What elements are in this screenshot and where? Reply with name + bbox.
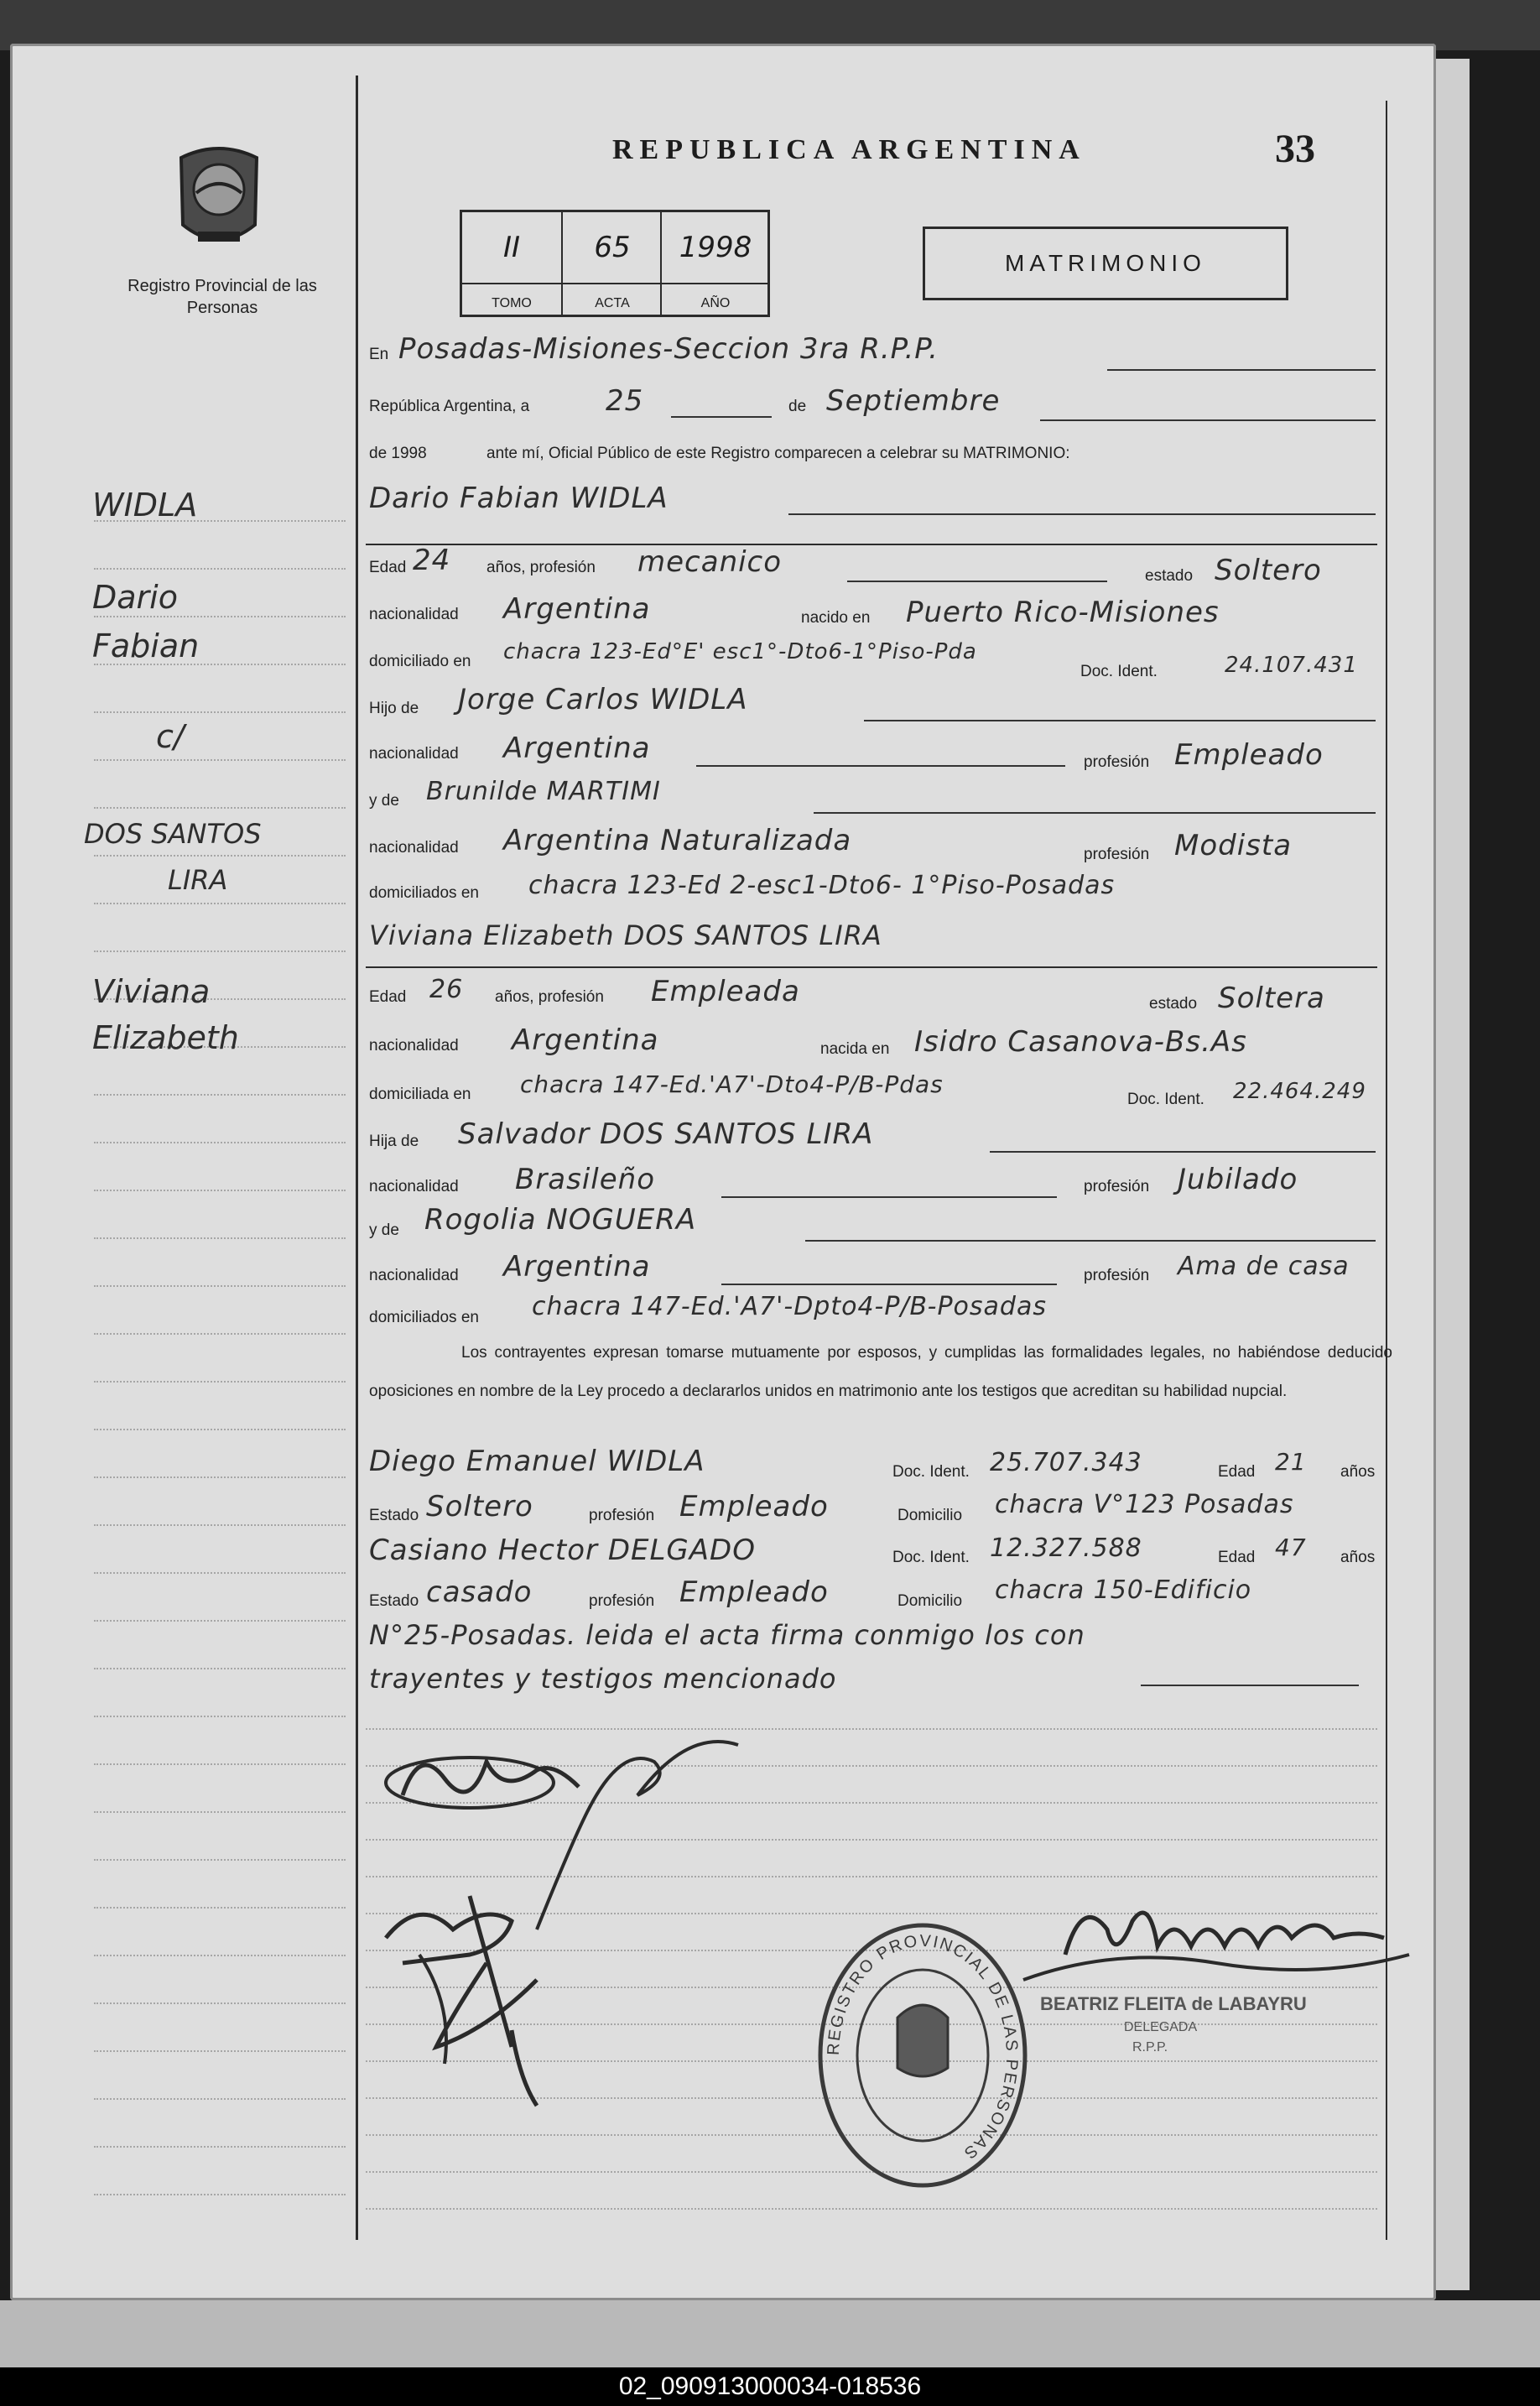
margin-rule-line [94, 1716, 346, 1717]
margin-first-name-1: Dario [92, 579, 178, 616]
fill-line [721, 1196, 1057, 1198]
margin-rule-line [94, 1285, 346, 1287]
margin-rule-line [94, 1429, 346, 1430]
groom-padre-prof-label: profesión [1084, 753, 1150, 771]
w1-edad-label: Edad [1218, 1463, 1256, 1481]
witness-1-doc: 25.707.343 [990, 1448, 1142, 1477]
margin-rule-line [94, 855, 346, 857]
groom-padre: Jorge Carlos WIDLA [458, 683, 748, 716]
en-value: Posadas-Misiones-Seccion 3ra R.P.P. [398, 332, 939, 366]
body-rule-line [366, 2208, 1377, 2210]
bride-madre-nac-label: nacionalidad [369, 1267, 459, 1284]
margin-rule-line [94, 1859, 346, 1861]
witness-2-name: Casiano Hector DELGADO [369, 1534, 756, 1567]
margin-surname: WIDLA [92, 487, 198, 523]
closing-line-1: N°25-Posadas. leida el acta firma conmigo los con [369, 1619, 1085, 1651]
background-top [0, 0, 1540, 50]
bride-anos-prof-label: años, profesión [495, 988, 604, 1006]
w2-anos-label: años [1340, 1549, 1376, 1566]
bride-estado-label: estado [1149, 995, 1198, 1013]
w1-prof-label: profesión [589, 1507, 655, 1524]
bride-name: Viviana Elizabeth DOS SANTOS LIRA [369, 919, 882, 951]
fill-line [814, 812, 1376, 814]
bride-padre-prof: Jubilado [1178, 1163, 1298, 1196]
anio-cell [660, 212, 769, 315]
groom-domicilio: chacra 123-Ed°E' esc1°-Dto6-1°Piso-Pda [503, 639, 977, 664]
ante-text: ante mí, Oficial Público de este Registro comparecen a celebrar su MATRIMONIO: [486, 445, 1070, 462]
page-number: 33 [1275, 127, 1315, 171]
official-seal [814, 1917, 1032, 2194]
w2-dom-label: Domicilio [897, 1592, 963, 1610]
bride-domicilios: chacra 147-Ed.'A7'-Dpto4-P/B-Posadas [532, 1292, 1047, 1321]
w2-doc-label: Doc. Ident. [892, 1549, 970, 1566]
fill-line [1141, 1685, 1359, 1686]
box-divider [462, 283, 767, 284]
witness-2-prof: Empleado [679, 1575, 829, 1609]
groom-anos-prof-label: años, profesión [486, 559, 596, 576]
groom-madre-nac-label: nacionalidad [369, 839, 459, 857]
witness-2-estado: casado [426, 1575, 533, 1609]
fill-line [721, 1284, 1057, 1285]
bride-profesion: Empleada [651, 975, 800, 1008]
fill-line [696, 765, 1065, 767]
fill-line [864, 720, 1376, 721]
groom-madre: Brunilde MARTIMI [426, 777, 661, 806]
margin-rule-line [94, 1907, 346, 1909]
bride-yde-label: y de [369, 1221, 399, 1239]
margin-rule-line [94, 1955, 346, 1956]
groom-dom-label: domiciliado en [369, 653, 471, 670]
margin-rule-line [94, 1237, 346, 1239]
closing-line-2: trayentes y testigos mencionado [369, 1663, 837, 1695]
official-name: BEATRIZ FLEITA de LABAYRU [1040, 1993, 1307, 2014]
file-id-bar [0, 2367, 1540, 2406]
margin-rule-line [94, 1476, 346, 1478]
groom-nacionalidad: Argentina [503, 592, 651, 626]
bride-nac-label: nacionalidad [369, 1037, 459, 1055]
margin-first-name-2: Fabian [92, 628, 200, 664]
margin-rule-line [94, 1763, 346, 1765]
acta-cell [561, 212, 662, 315]
witness-2-doc: 12.327.588 [990, 1534, 1142, 1563]
groom-name: Dario Fabian WIDLA [369, 482, 669, 515]
margin-rule-line [94, 1572, 346, 1574]
margin-surname-2a: DOS SANTOS [84, 818, 262, 850]
margin-rule-line [94, 1333, 346, 1335]
month-value: Septiembre [826, 384, 1001, 418]
margin-rule-line [94, 2194, 346, 2195]
witness-1-name: Diego Emanuel WIDLA [369, 1445, 705, 1478]
groom-doc: 24.107.431 [1225, 653, 1358, 678]
file-id: 02_090913000034-018536 [618, 2372, 922, 2400]
groom-edad-label: Edad [369, 559, 407, 576]
groom-madre-prof-label: profesión [1084, 846, 1150, 863]
fill-line [671, 416, 772, 418]
fill-line [788, 513, 1376, 515]
republica-label: República Argentina, a [369, 398, 530, 415]
w1-dom-label: Domicilio [897, 1507, 963, 1524]
margin-rule-line [94, 568, 346, 570]
fill-line [1040, 419, 1376, 421]
groom-doc-label: Doc. Ident. [1080, 663, 1158, 680]
witness-1-estado: Soltero [426, 1490, 533, 1523]
margin-rule-line [94, 1668, 346, 1669]
margin-first-name-3: Viviana [92, 973, 211, 1010]
bottom-strip [0, 2300, 1540, 2367]
groom-doms-label: domiciliados en [369, 884, 479, 902]
margin-surname-2b: LIRA [168, 864, 228, 896]
margin-conj: c/ [156, 718, 185, 755]
bride-dom-label: domiciliada en [369, 1086, 471, 1103]
year-label: de 1998 [369, 445, 427, 462]
w1-doc-label: Doc. Ident. [892, 1463, 970, 1481]
groom-edad-value: 24 [413, 544, 451, 577]
groom-nac-label: nacionalidad [369, 606, 459, 623]
tomo-value: II [502, 231, 521, 264]
groom-estado-label: estado [1145, 567, 1194, 585]
w2-estado-label: Estado [369, 1592, 419, 1610]
tomo-label: TOMO [492, 296, 532, 310]
anio-value: 1998 [679, 231, 752, 264]
margin-first-name-4: Elizabeth [92, 1019, 239, 1056]
formal-statement: Los contrayentes expresan tomarse mutuamente por esposos, y cumplidas las formalidades legales, no habiéndose deducido oposiciones en nombre de la Ley procedo a declararlos unidos en matrimonio ante los testigos que acreditan su habilidad nupcial. [369, 1344, 1392, 1400]
groom-padre-nac-label: nacionalidad [369, 745, 459, 763]
margin-rule-line [94, 1381, 346, 1383]
w2-prof-label: profesión [589, 1592, 655, 1610]
witness-1-edad: 21 [1275, 1448, 1307, 1476]
bride-madre-prof-label: profesión [1084, 1267, 1150, 1284]
bride-hija-label: Hija de [369, 1133, 419, 1150]
act-type-box: MATRIMONIO [923, 227, 1288, 300]
registry-label: Registro Provincial de las Personas [127, 277, 317, 317]
margin-rule-line [94, 903, 346, 904]
groom-madre-prof: Modista [1174, 829, 1293, 862]
anio-label: AÑO [700, 296, 731, 310]
margin-rule-line [94, 1190, 346, 1191]
groom-hijo-label: Hijo de [369, 700, 419, 717]
bride-nacida: Isidro Casanova-Bs.As [914, 1025, 1247, 1059]
section-rule-1 [366, 544, 1377, 545]
official-title: DELEGADA [1124, 2020, 1198, 2034]
witness-2-edad: 47 [1275, 1534, 1307, 1561]
acta-value: 65 [594, 231, 631, 264]
bride-padre-prof-label: profesión [1084, 1178, 1150, 1195]
groom-madre-nac: Argentina Naturalizada [503, 824, 852, 857]
fill-line [847, 581, 1107, 582]
bride-padre: Salvador DOS SANTOS LIRA [458, 1117, 874, 1151]
bride-padre-nac: Brasileño [515, 1163, 656, 1196]
bride-doc-label: Doc. Ident. [1127, 1091, 1204, 1108]
bride-edad-label: Edad [369, 988, 407, 1006]
province-emblem [164, 141, 273, 258]
margin-rule-line [94, 1094, 346, 1096]
official-org: R.P.P. [1132, 2040, 1168, 2054]
margin-rule-line [94, 1142, 346, 1143]
day-value: 25 [606, 384, 644, 418]
bride-nacionalidad: Argentina [512, 1023, 659, 1057]
margin-rule-line [94, 2146, 346, 2148]
bride-nacida-label: nacida en [820, 1040, 890, 1058]
groom-padre-nac: Argentina [503, 732, 651, 765]
margin-rule-line [94, 1620, 346, 1622]
bride-padre-nac-label: nacionalidad [369, 1178, 459, 1195]
bride-madre-nac: Argentina [503, 1250, 651, 1284]
tomo-acta-year-box [460, 210, 770, 317]
margin-rule-line [94, 1811, 346, 1813]
groom-profesion: mecanico [637, 545, 783, 579]
margin-rule-line [94, 2002, 346, 2004]
bride-domicilio: chacra 147-Ed.'A7'-Dto4-P/B-Pdas [520, 1070, 944, 1098]
acta-label: ACTA [595, 296, 630, 310]
fill-line [990, 1151, 1376, 1153]
groom-nacido-label: nacido en [801, 609, 871, 627]
witness-1-dom: chacra V°123 Posadas [995, 1490, 1294, 1519]
margin-rule-line [94, 2050, 346, 2052]
country-heading: REPUBLICA ARGENTINA [612, 134, 1086, 165]
groom-yde-label: y de [369, 792, 399, 810]
witness-1-prof: Empleado [679, 1490, 829, 1523]
bride-estado: Soltera [1218, 982, 1325, 1015]
w1-estado-label: Estado [369, 1507, 419, 1524]
signature-official [1015, 1879, 1451, 1997]
margin-divider [356, 76, 358, 2240]
margin-rule-line [94, 2098, 346, 2100]
seal-ring-text: REGISTRO PROVINCIAL DE LAS PERSONAS [824, 1931, 1022, 2164]
groom-estado: Soltero [1215, 554, 1322, 587]
margin-rule-line [94, 616, 346, 617]
bride-doc: 22.464.249 [1233, 1079, 1366, 1104]
bride-doms-label: domiciliados en [369, 1309, 479, 1326]
section-rule-2 [366, 966, 1377, 968]
groom-padre-prof: Empleado [1174, 738, 1324, 772]
signatures-left [369, 1711, 839, 2148]
fill-line [1107, 369, 1376, 371]
tomo-cell [462, 212, 561, 315]
en-label: En [369, 346, 389, 363]
margin-rule-line [94, 950, 346, 952]
groom-nacido: Puerto Rico-Misiones [906, 596, 1220, 629]
margin-rule-line [94, 807, 346, 809]
w2-edad-label: Edad [1218, 1549, 1256, 1566]
de-label: de [788, 398, 807, 415]
fill-line [805, 1240, 1376, 1242]
witness-2-dom: chacra 150-Edificio [995, 1575, 1252, 1605]
margin-rule-line [94, 711, 346, 713]
margin-rule-line [94, 759, 346, 761]
w1-anos-label: años [1340, 1463, 1376, 1481]
groom-domicilios: chacra 123-Ed 2-esc1-Dto6- 1°Piso-Posadas [528, 871, 1116, 900]
bride-madre-prof: Ama de casa [1178, 1252, 1350, 1281]
margin-rule-line [94, 1524, 346, 1526]
bride-madre: Rogolia NOGUERA [424, 1203, 697, 1237]
bride-edad-value: 26 [429, 975, 464, 1004]
